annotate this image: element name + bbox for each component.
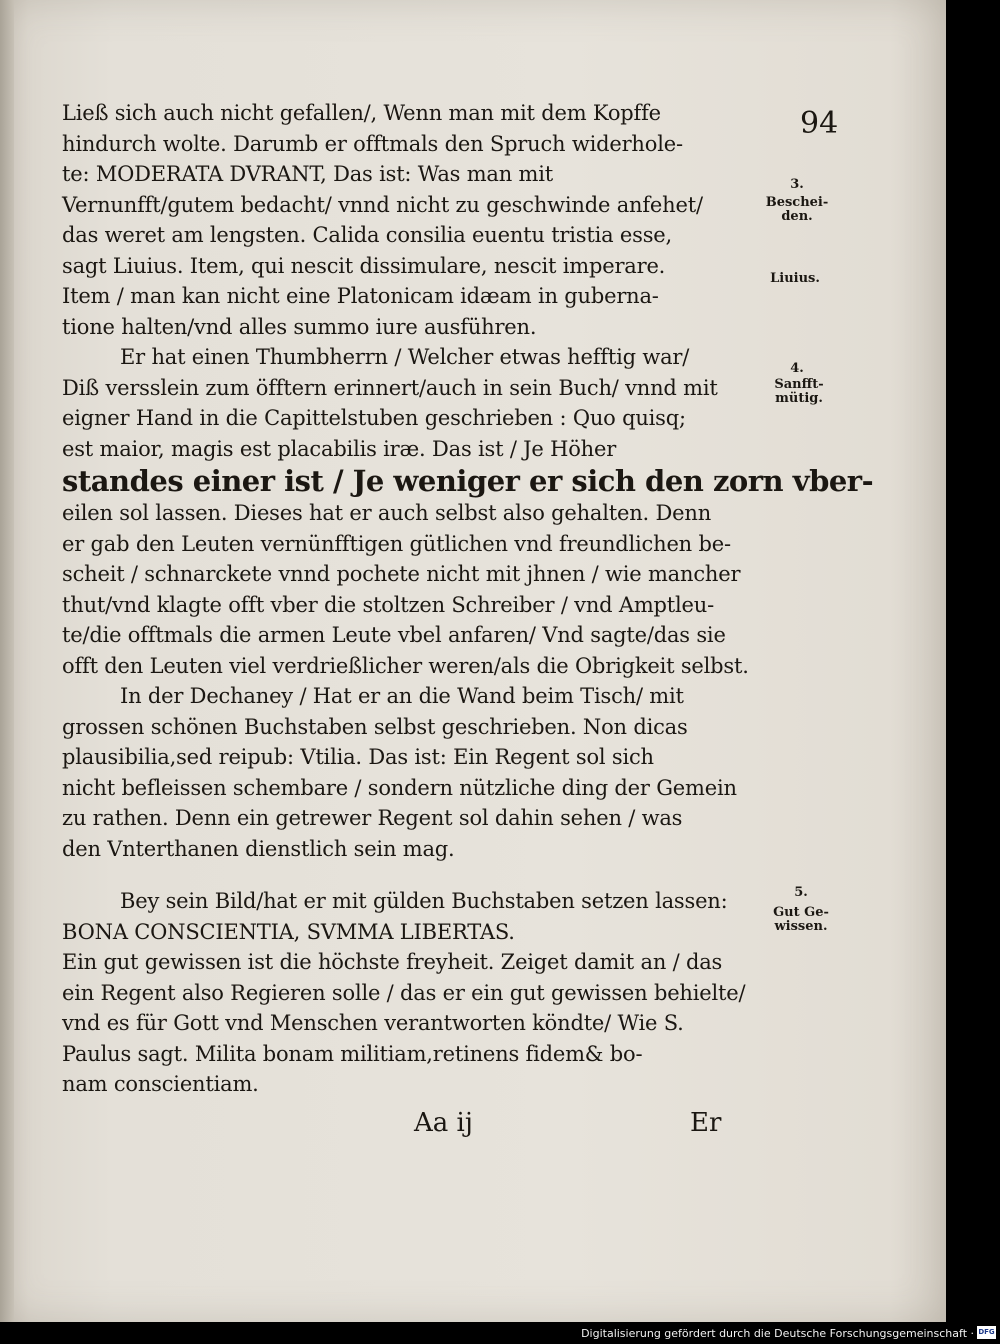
text-line: offt den Leuten viel verdrießlicher weren/als die Obrigkeit selbst. (62, 653, 749, 678)
text-line: eigner Hand in die Capittelstuben geschrieben : Quo quisq; (62, 406, 686, 430)
catchword: Er (690, 1108, 722, 1138)
text-line: Paulus sagt. Milita bonam militiam,retinens fidem& bo- (62, 1041, 643, 1066)
text-line: In der Dechaney / Hat er an die Wand beim Tisch/ mit (120, 684, 684, 708)
text-line: est maior, magis est placabilis iræ. Das ist / Je Höher (62, 436, 617, 461)
signature-mark: Aa ij (414, 1108, 473, 1138)
text-line: grossen schönen Buchstaben selbst geschrieben. Non dicas (62, 714, 688, 739)
text-line: zu rathen. Denn ein getrewer Regent sol dahin sehen / was (62, 806, 683, 830)
text-line: te/die offtmals die armen Leute vbel anfaren/ Vnd sagte/das sie (62, 623, 726, 647)
text-line: scheit / schnarckete vnnd pochete nicht mit jhnen / wie mancher (62, 562, 741, 586)
text-line: Vernunfft/gutem bedacht/ vnnd nicht zu geschwinde anfehet/ (62, 192, 703, 217)
text-line: nam conscientiam. (62, 1072, 259, 1096)
text-line: hindurch wolte. Darumb er offtmals den Spruch widerhole- (62, 131, 683, 156)
text-line: er gab den Leuten vernünfftigen gütlichen vnd freundlichen be- (62, 531, 731, 556)
text-line: Ließ sich auch nicht gefallen/, Wenn man mit dem Kopffe (62, 101, 661, 125)
text-line: Er hat einen Thumbherrn / Welcher etwas hefftig war/ (120, 345, 690, 369)
text-line: das weret am lengsten. Calida consilia euentu tristia esse, (62, 223, 672, 247)
text-line: vnd es für Gott vnd Menschen verantworten köndte/ Wie S. (62, 1011, 684, 1035)
footer-bar (0, 1322, 1000, 1344)
margin-note-number: 4. (790, 361, 804, 376)
margin-note: Sanfft- mütig. (774, 377, 824, 406)
text-line: BONA CONSCIENTIA, SVMMA LIBERTAS. (62, 919, 515, 944)
dfg-logo: DFG (977, 1326, 996, 1339)
text-line: sagt Liuius. Item, qui nescit dissimulare, nescit imperare. (62, 253, 666, 278)
text-line: Bey sein Bild/hat er mit gülden Buchstaben setzen lassen: (120, 889, 728, 913)
text-line: Ein gut gewissen ist die höchste freyheit. Zeiget damit an / das (62, 950, 723, 974)
text-line-emphasis: standes einer ist / Je weniger er sich den zorn vber- (62, 464, 874, 498)
folio-number: 94 (800, 106, 839, 141)
text-line: eilen sol lassen. Dieses hat er auch selbst also gehalten. Denn (62, 501, 712, 525)
text-line: tione halten/vnd alles summo iure ausführen. (62, 314, 537, 339)
text-line: thut/vnd klagte offt vber die stoltzen Schreiber / vnd Amptleu- (62, 592, 714, 617)
margin-note-number: 3. (790, 177, 804, 192)
margin-note: Liuius. (770, 271, 820, 286)
text-line: Diß versslein zum öfftern erinnert/auch in sein Buch/ vnnd mit (62, 375, 718, 400)
text-line: den Vnterthanen dienstlich sein mag. (62, 836, 455, 861)
text-line: plausibilia,sed reipub: Vtilia. Das ist: Ein Regent sol sich (62, 745, 654, 769)
funding-credit: Digitalisierung gefördert durch die Deutsche Forschungsgemeinschaft · (581, 1327, 974, 1340)
margin-note: Gut Ge- wissen. (773, 905, 829, 934)
text-line: Item / man kan nicht eine Platonicam idæam in guberna- (62, 284, 659, 308)
text-line: ein Regent also Regieren solle / das er ein gut gewissen behielte/ (62, 980, 746, 1005)
text-line: te: MODERATA DVRANT, Das ist: Was man mit (62, 162, 554, 186)
margin-note: Beschei- den. (765, 195, 829, 224)
text-line: nicht befleissen schembare / sondern nützliche ding der Gemein (62, 775, 737, 800)
page-gutter (0, 0, 14, 1322)
margin-note-number: 5. (794, 885, 808, 900)
